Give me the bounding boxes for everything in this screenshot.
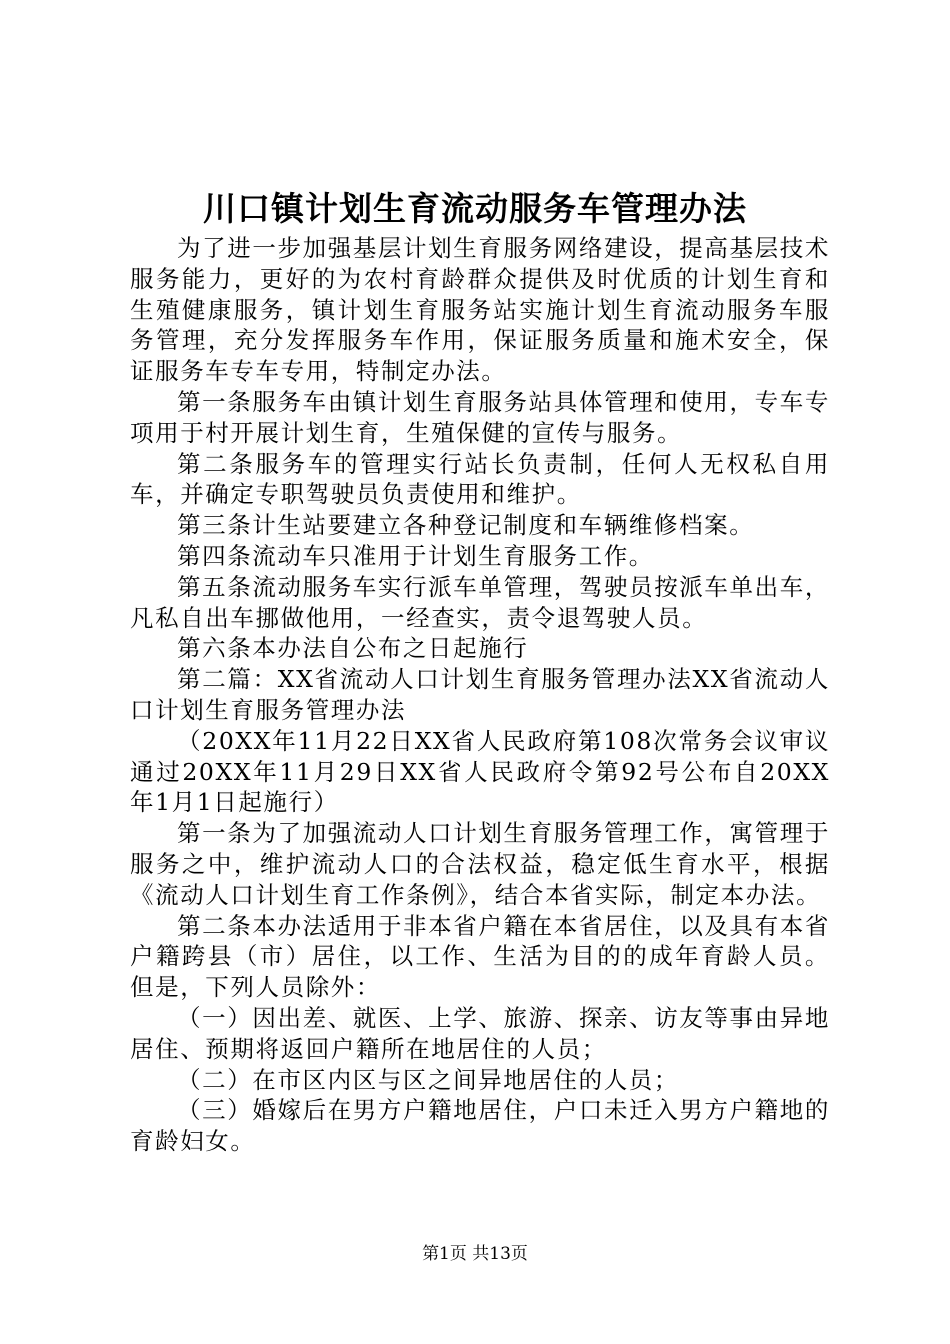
- paragraph-article-1: 第一条服务车由镇计划生育服务站具体管理和使用，专车专项用于村开展计划生育，生殖保健的宣传与服务。: [130, 387, 830, 447]
- paragraph-exception-2: （二）在市区内区与区之间异地居住的人员；: [177, 1065, 679, 1094]
- paragraph-exception-1: （一）因出差、就医、上学、旅游、探亲、访友等事由异地居住、预期将返回户籍所在地居住的人员；: [130, 1003, 830, 1063]
- paragraph-article-2: 第二条服务车的管理实行站长负责制，任何人无权私自用车，并确定专职驾驶员负责使用和维护。: [130, 449, 830, 509]
- paragraph-article-6: 第六条本办法自公布之日起施行: [177, 634, 529, 663]
- paragraph-part-2-heading: 第二篇：XX省流动人口计划生育服务管理办法XX省流动人口计划生育服务管理办法: [130, 665, 830, 724]
- paragraph-part-2-article-2: 第二条本办法适用于非本省户籍在本省居住，以及具有本省户籍跨县（市）居住，以工作、生活为目的的成年育龄人员。但是，下列人员除外：: [130, 911, 830, 1002]
- paragraph-article-4: 第四条流动车只准用于计划生育服务工作。: [177, 541, 654, 570]
- paragraph-exception-3: （三）婚嫁后在男方户籍地居住，户口未迁入男方户籍地的育龄妇女。: [130, 1096, 830, 1156]
- paragraph-part-2-article-1: 第一条为了加强流动人口计划生育服务管理工作，寓管理于服务之中，维护流动人口的合法权益，稳定低生育水平，根据《流动人口计划生育工作条例》，结合本省实际，制定本办法。: [130, 819, 830, 909]
- document-title: 川口镇计划生育流动服务车管理办法: [203, 189, 747, 228]
- paragraph-adoption-note: （20XX年11月22日XX省人民政府第108次常务会议审议通过20XX年11月29日XX省人民政府令第92号公布自20XX年1月1日起施行）: [130, 726, 830, 817]
- paragraph-article-5: 第五条流动服务车实行派车单管理，驾驶员按派车单出车，凡私自出车挪做他用，一经查实，责令退驾驶人员。: [130, 572, 830, 632]
- page-number-footer: 第1页 共13页: [422, 1244, 528, 1264]
- document-body: [130, 233, 830, 1157]
- paragraph-article-3: 第三条计生站要建立各种登记制度和车辆维修档案。: [177, 511, 755, 540]
- paragraph-intro: 为了进一步加强基层计划生育服务网络建设，提高基层技术服务能力，更好的为农村育龄群众提供及时优质的计划生育和生殖健康服务，镇计划生育服务站实施计划生育流动服务车服务管理，充分发挥服务车作用，保证服务质量和施术安全，保证服务车专车专用，特制定办法。: [130, 234, 830, 386]
